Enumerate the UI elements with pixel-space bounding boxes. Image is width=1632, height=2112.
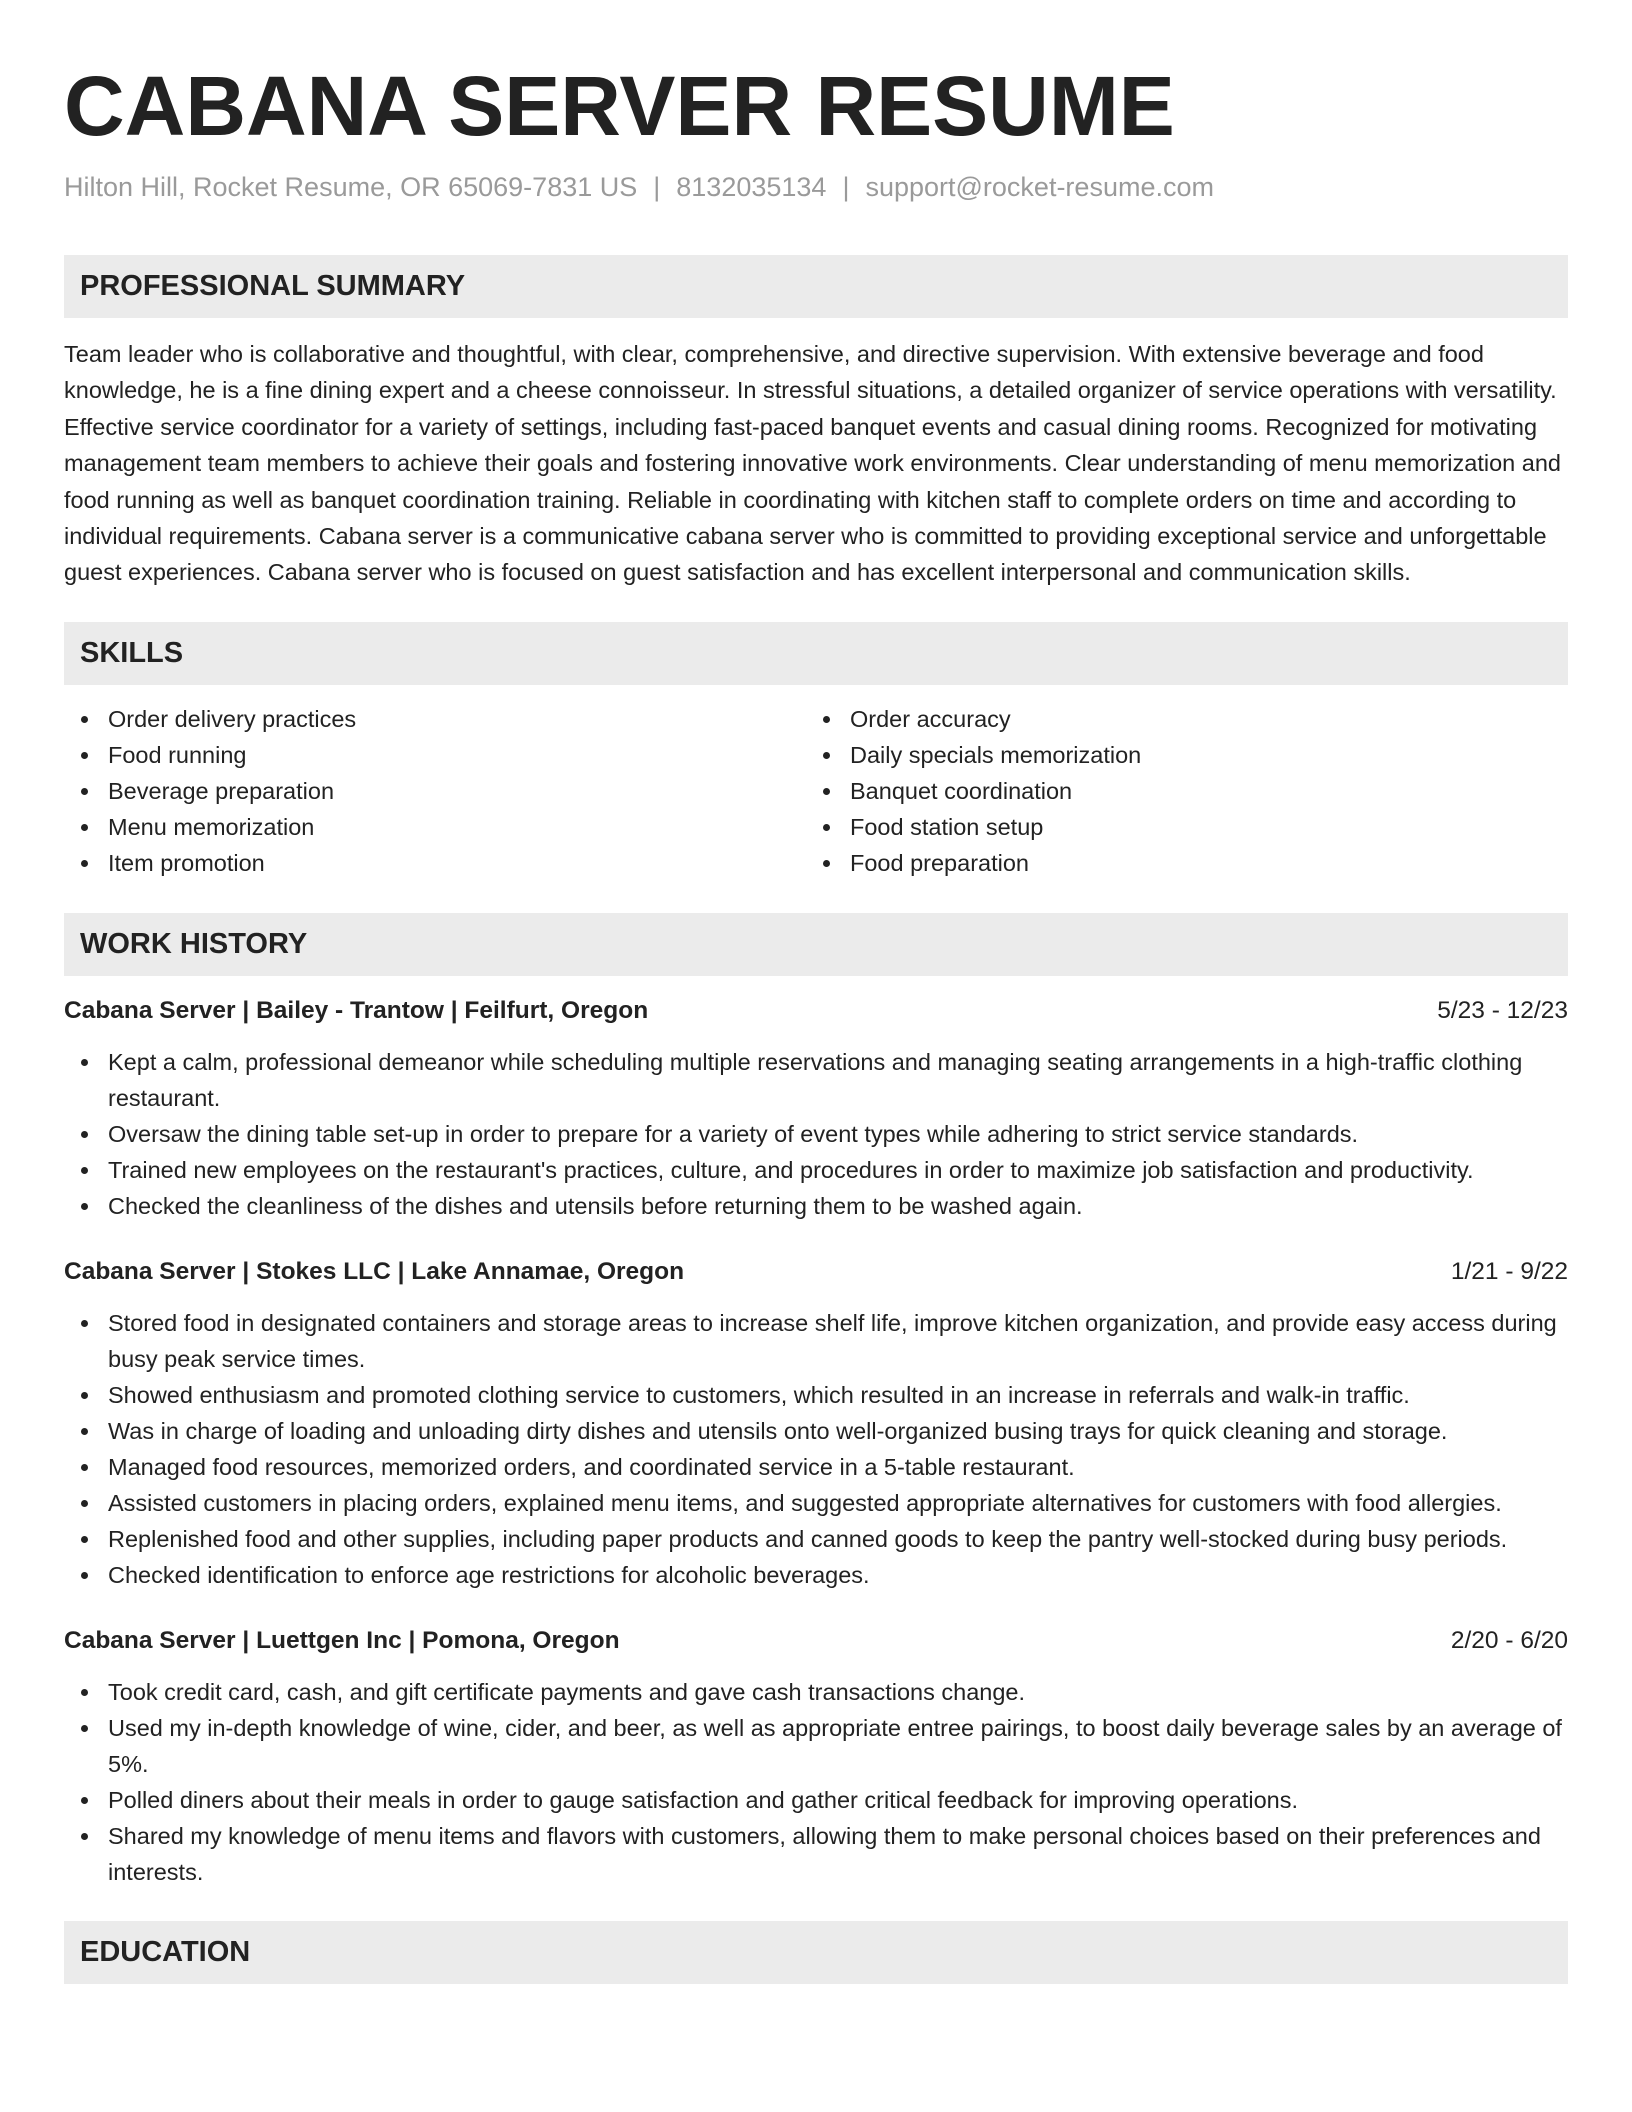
job-header [64,994,1568,1028]
job-header [64,1624,1568,1658]
resume-title: CABANA SERVER RESUME [64,59,1175,153]
job-bullets [64,1305,1568,1593]
job-bullet: Took credit card, cash, and gift certificate payments and gave cash transactions change. [64,1674,1568,1710]
job-bullet: Shared my knowledge of menu items and flavors with customers, allowing them to make personal choices based on their preferences and interests. [64,1818,1568,1890]
job-title: Cabana Server | Luettgen Inc | Pomona, Oregon [64,1626,620,1654]
job-entry [64,994,1568,1224]
contact-phone: 8132035134 [676,172,827,202]
skill-item: Banquet coordination [806,773,1548,809]
skill-item: Order accuracy [806,701,1548,737]
resume-page [64,0,1568,1984]
section-header-summary: PROFESSIONAL SUMMARY [64,255,1568,318]
contact-email: support@rocket-resume.com [865,172,1214,202]
job-bullet: Polled diners about their meals in order to gauge satisfaction and gather critical feedback for improving operations. [64,1782,1568,1818]
job-header [64,1255,1568,1289]
job-bullets [64,1044,1568,1224]
skill-item: Food preparation [806,845,1548,881]
job-bullet: Used my in-depth knowledge of wine, cider, and beer, as well as appropriate entree pairings, to boost daily beverage sales by an average of 5%. [64,1710,1568,1782]
section-header-work-history: WORK HISTORY [64,913,1568,976]
job-bullet: Replenished food and other supplies, including paper products and canned goods to keep the pantry well-stocked during busy periods. [64,1521,1568,1557]
job-dates: 1/21 - 9/22 [1450,1257,1568,1285]
skill-item: Menu memorization [64,809,806,845]
job-bullet: Managed food resources, memorized orders, and coordinated service in a 5-table restaurant. [64,1449,1568,1485]
section-header-education: EDUCATION [64,1921,1568,1984]
job-bullet: Was in charge of loading and unloading dirty dishes and utensils onto well-organized busing trays for quick cleaning and storage. [64,1413,1568,1449]
skill-item: Food station setup [806,809,1548,845]
job-title: Cabana Server | Bailey - Trantow | Feilfurt, Oregon [64,996,649,1024]
summary-text: Team leader who is collaborative and thoughtful, with clear, comprehensive, and directive supervision. With extensive beverage and food knowledge, he is a fine dining expert and a cheese connoisseur. In stressful situations, a detailed organizer of service operations with versatility. Effective service coordinator for a variety of settings, including fast-paced banquet events and casual dining rooms. Recognized for motivating management team members to achieve their goals and fostering innovative work environments. Clear understanding of menu memorization and food running as well as banquet coordination training. Reliable in coordinating with kitchen staff to complete orders on time and according to individual requirements. Cabana server is a communicative cabana server who is committed to providing exceptional service and unforgettable guest experiences. Cabana server who is focused on guest satisfaction and has excellent interpersonal and communication skills. [64,341,1561,586]
contact-line [64,170,1568,204]
contact-address: Hilton Hill, Rocket Resume, OR 65069-7831 US [64,172,638,202]
job-bullet: Trained new employees on the restaurant's practices, culture, and procedures in order to maximize job satisfaction and productivity. [64,1152,1568,1188]
skill-item: Item promotion [64,845,806,881]
section-header-skills: SKILLS [64,622,1568,685]
skill-item: Food running [64,737,806,773]
job-title: Cabana Server | Stokes LLC | Lake Annamae, Oregon [64,1257,685,1285]
job-bullet: Assisted customers in placing orders, explained menu items, and suggested appropriate alternatives for customers with food allergies. [64,1485,1568,1521]
contact-separator: | [653,172,661,202]
skill-item: Beverage preparation [64,773,806,809]
job-bullet: Stored food in designated containers and storage areas to increase shelf life, improve kitchen organization, and provide easy access during busy peak service times. [64,1305,1568,1377]
contact-separator: | [842,172,850,202]
job-bullet: Checked identification to enforce age restrictions for alcoholic beverages. [64,1557,1568,1593]
skill-item: Order delivery practices [64,701,806,737]
job-bullet: Oversaw the dining table set-up in order to prepare for a variety of event types while adhering to strict service standards. [64,1116,1568,1152]
job-bullet: Checked the cleanliness of the dishes and utensils before returning them to be washed again. [64,1188,1568,1224]
job-dates: 2/20 - 6/20 [1450,1626,1568,1654]
skills-list [64,701,1568,881]
job-bullets [64,1674,1568,1890]
job-entry [64,1255,1568,1593]
job-bullet: Showed enthusiasm and promoted clothing service to customers, which resulted in an increase in referrals and walk-in traffic. [64,1377,1568,1413]
skills-column-right [806,701,1548,881]
skill-item: Daily specials memorization [806,737,1548,773]
skills-column-left [64,701,806,881]
job-bullet: Kept a calm, professional demeanor while scheduling multiple reservations and managing seating arrangements in a high-traffic clothing restaurant. [64,1044,1568,1116]
job-dates: 5/23 - 12/23 [1437,996,1568,1024]
job-entry [64,1624,1568,1890]
